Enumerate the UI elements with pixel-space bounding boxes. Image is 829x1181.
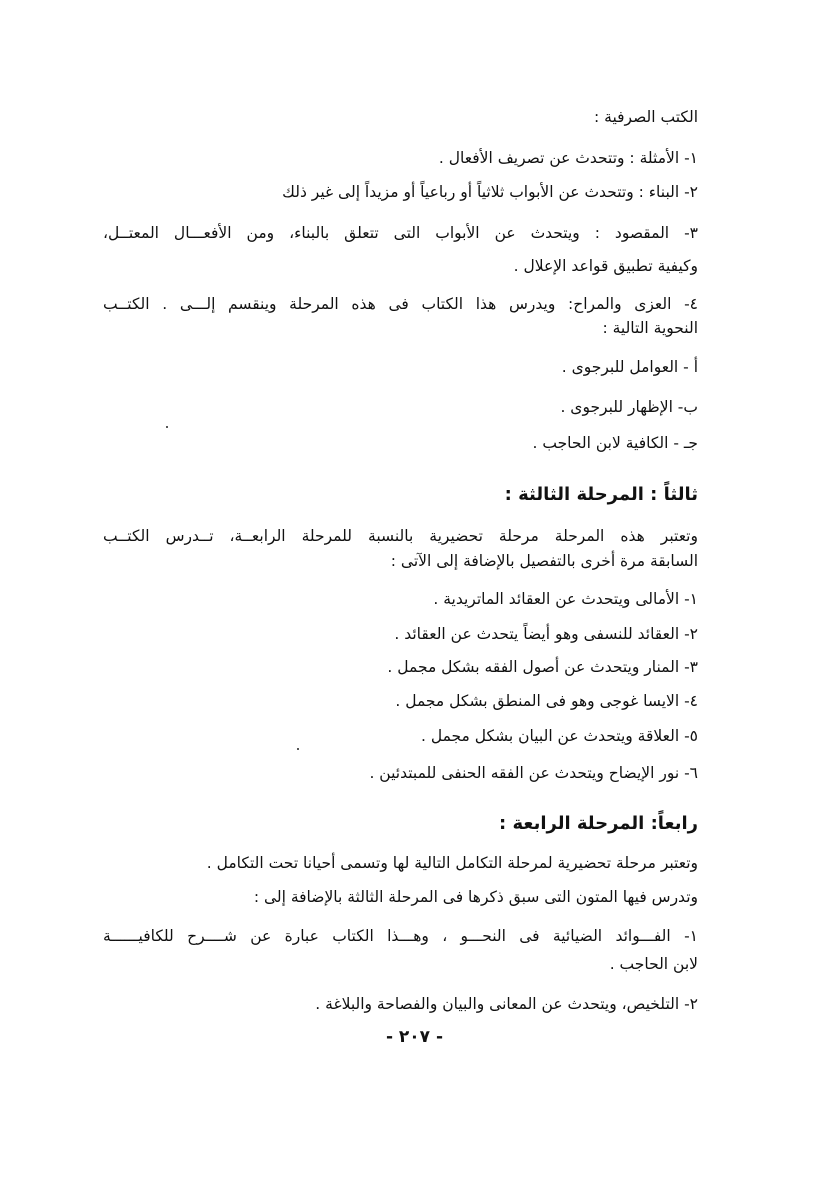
stage4-item-2: ٢- التلخيص، ويتحدث عن المعانى والبيان والفصاحة والبلاغة . (315, 995, 698, 1013)
stage4-item-1: ١- الفـــوائد الضيائية فى النحـــو ، وهـــذا الكتاب عبارة عن شــــرح للكافيــــــة (103, 927, 698, 945)
morph-item-3: ٣- المقصود : ويتحدث عن الأبواب التى تتعلق بالبناء، ومن الأفعـــال المعتــل، (103, 224, 698, 242)
stage4-line-1: وتعتبر مرحلة تحضيرية لمرحلة التكامل التالية لها وتسمى أحيانا تحت التكامل . (206, 854, 698, 872)
stage4-line-2: وتدرس فيها المتون التى سبق ذكرها فى المرحلة الثالثة بالإضافة إلى : (253, 888, 698, 906)
morph-item-3-cont: وكيفية تطبيق قواعد الإعلال . (513, 257, 698, 275)
stage3-item-3: ٣- المنار ويتحدث عن أصول الفقه بشكل مجمل . (387, 658, 698, 676)
stage4-item-1-cont: لابن الحاجب . (609, 955, 698, 973)
stage3-item-2: ٢- العقائد للنسفى وهو أيضاً يتحدث عن العقائد . (394, 625, 698, 643)
nahw-item-c: جـ - الكافية لابن الحاجب . (532, 434, 698, 452)
stage3-intro-line-2: السابقة مرة أخرى بالتفصيل بالإضافة إلى الآتى : (390, 552, 698, 570)
morph-books-heading: الكتب الصرفية : (594, 108, 698, 126)
stray-dot (166, 426, 168, 428)
stage3-item-1: ١- الأمالى ويتحدث عن العقائد الماتريدية . (433, 590, 698, 608)
nahw-item-b: ب- الإظهار للبرجوى . (560, 398, 698, 416)
stage3-intro-line-1: وتعتبر هذه المرحلة مرحلة تحضيرية بالنسبة للمرحلة الرابعــة، تــدرس الكتــب (103, 527, 698, 545)
stage3-item-6: ٦- نور الإيضاح ويتحدث عن الفقه الحنفى للمبتدئين . (369, 764, 698, 782)
page-number: - ٢٠٧ - (385, 1027, 444, 1047)
morph-item-4: ٤- العزى والمراح: ويدرس هذا الكتاب فى هذه المرحلة وينقسم إلـــى . الكتــب (103, 295, 698, 313)
stage4-heading: رابعاً: المرحلة الرابعة : (499, 813, 698, 834)
nahw-item-a: أ - العوامل للبرجوى . (561, 358, 698, 376)
morph-item-4-cont: النحوية التالية : (602, 319, 698, 337)
stage3-heading: ثالثاً : المرحلة الثالثة : (504, 484, 698, 505)
morph-item-1: ١- الأمثلة : وتتحدث عن تصريف الأفعال . (438, 149, 698, 167)
stage3-item-5: ٥- العلاقة ويتحدث عن البيان بشكل مجمل . (420, 727, 698, 745)
stage3-item-4: ٤- الايسا غوجى وهو فى المنطق بشكل مجمل . (395, 692, 698, 710)
morph-item-2: ٢- البناء : وتتحدث عن الأبواب ثلاثياً أو رباعياً أو مزيداً إلى غير ذلك (282, 183, 698, 201)
stray-dot (297, 748, 299, 750)
